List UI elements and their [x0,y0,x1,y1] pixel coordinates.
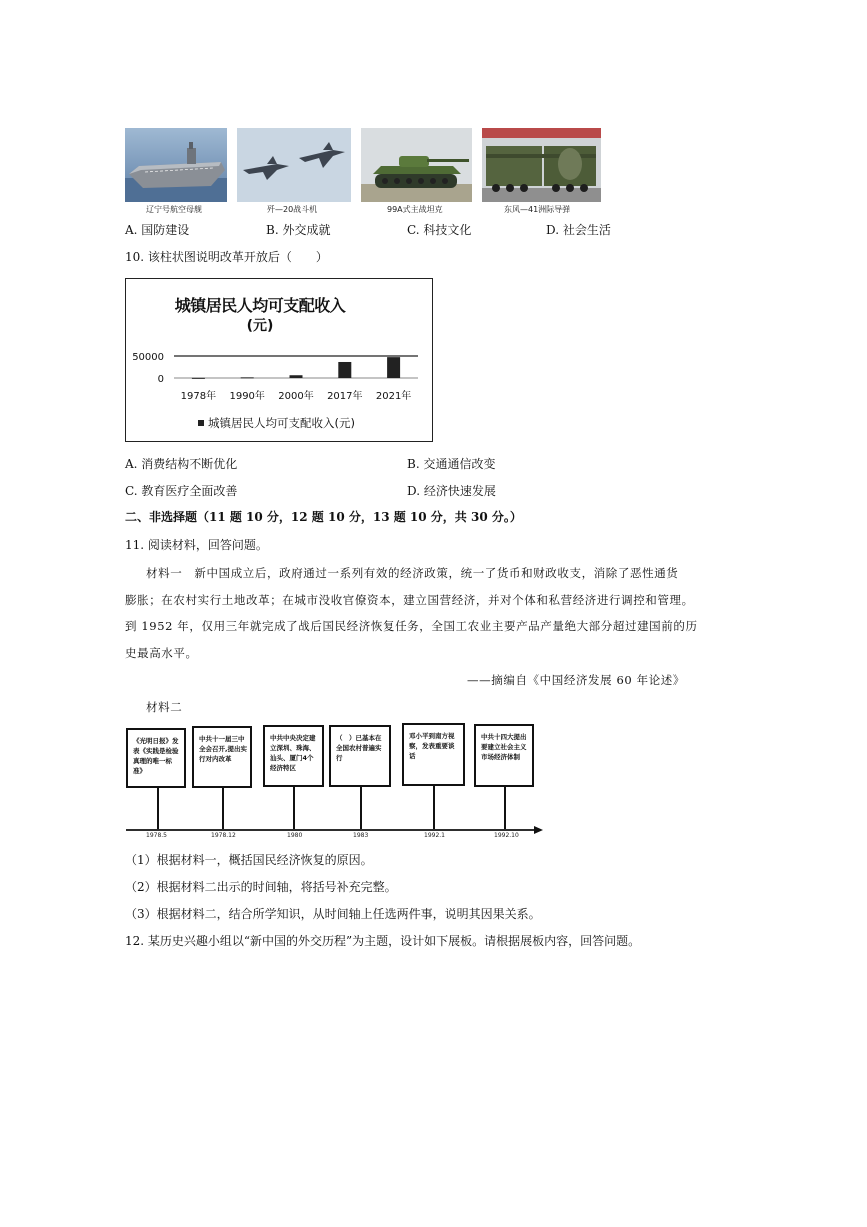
photo-caption: 辽宁号航空母舰 [146,205,202,214]
material2-label: 材料二 [146,700,183,714]
chart-title: 城镇居民人均可支配收入 [174,296,346,315]
timeline-connector [360,787,362,829]
y-tick-label: 50000 [132,352,164,363]
x-tick-label: 2021年 [375,391,412,402]
timeline-axis-arrow [126,825,546,835]
timeline-connector [222,788,224,829]
chart-bar [387,357,400,378]
q9-option-d[interactable]: D. 社会生活 [546,223,611,237]
material1-source: ——摘编自《中国经济发展 60 年论述》 [467,673,685,687]
photo-caption: 东风—41洲际导弹 [504,205,571,214]
missile-launcher-photo [482,128,601,202]
timeline-event-box: 中共中央决定建立深圳、珠海、汕头、厦门4个经济特区 [263,725,324,787]
material1-line: 到 1952 年，仅用三年就完成了战后国民经济恢复任务，全国工农业主要产品产量绝大部分超过建国前的历 [125,619,698,633]
section2-title: 二、非选择题（11 题 10 分，12 题 10 分，13 题 10 分，共 30 分。） [125,510,522,524]
timeline-event-box: 中共十一届三中全会召开,提出实行对内改革 [192,726,252,788]
q11-sub-question: （1）根据材料一，概括国民经济恢复的原因。 [125,853,373,867]
timeline-date: 1983 [353,832,369,839]
tank-icon [361,128,472,202]
aircraft-carrier-icon [125,128,227,202]
missile-launcher-icon [482,128,601,202]
fighter-jets-photo [237,128,351,202]
timeline-connector [157,788,159,829]
q10-option-c[interactable]: C. 教育医疗全面改善 [125,484,238,498]
q9-option-a[interactable]: A. 国防建设 [125,223,190,237]
q10-option-d[interactable]: D. 经济快速发展 [407,484,496,498]
timeline-event-box: 《光明日报》发表《实践是检验真理的唯一标准》 [126,728,186,788]
q9-option-b[interactable]: B. 外交成就 [266,223,331,237]
aircraft-carrier-photo [125,128,227,202]
timeline-date: 1980 [287,832,303,839]
timeline-event-box: 邓小平到南方视察，发表重要谈话 [402,723,465,786]
material1-line: 史最高水平。 [125,646,198,660]
x-tick-label: 2000年 [278,391,314,402]
chart-title-unit: (元) [246,318,274,334]
timeline-event-box: 中共十四大提出要建立社会主义市场经济体制 [474,724,534,787]
q10-option-a[interactable]: A. 消费结构不断优化 [125,457,238,471]
timeline-connector [504,787,506,829]
timeline-connector [293,787,295,829]
q11-stem: 11. 阅读材料，回答问题。 [125,538,268,552]
photo-caption: 歼—20战斗机 [267,205,318,214]
q11-sub-question: （2）根据材料二出示的时间轴，将括号补充完整。 [125,880,397,894]
chart-legend [198,415,355,431]
income-chart [125,278,433,442]
chart-bar [241,377,254,378]
timeline-date: 1992.1 [424,832,445,839]
chart-bar [290,375,303,378]
x-tick-label: 1978年 [180,391,217,402]
fighter-jets-icon [237,128,351,202]
legend-label: 城镇居民人均可支配收入(元) [208,416,355,430]
chart-plot [126,345,431,425]
legend-square-icon [198,420,204,426]
material1-line: 材料一 新中国成立后，政府通过一系列有效的经济政策，统一了货币和财政收支，消除了恶性通货 [146,566,679,580]
q12-stem: 12. 某历史兴趣小组以“新中国的外交历程”为主题，设计如下展板。请根据展板内容，回答问题。 [125,934,641,948]
material1-line: 膨胀；在农村实行土地改革；在城市没收官僚资本，建立国营经济，并对个体和私营经济进行调控和管理。 [125,593,694,607]
timeline-date: 1978.12 [211,832,236,839]
q11-sub-question: （3）根据材料二，结合所学知识，从时间轴上任选两件事，说明其因果关系。 [125,907,541,921]
chart-bar [338,362,351,378]
q10-option-b[interactable]: B. 交通通信改变 [407,457,496,471]
y-tick-label: 0 [157,374,164,385]
timeline-connector [433,786,435,829]
q9-option-c[interactable]: C. 科技文化 [407,223,472,237]
photo-caption: 99A式主战坦克 [387,205,443,214]
chart-bar [192,378,205,379]
x-tick-label: 1990年 [229,391,265,402]
tank-photo [361,128,472,202]
q10-stem: 10. 该柱状图说明改革开放后（ ） [125,250,328,264]
timeline-event-box: （ ）已基本在全国农村普遍实行 [329,725,391,787]
timeline-date: 1992.10 [494,832,519,839]
timeline-date: 1978.5 [146,832,167,839]
x-tick-label: 2017年 [327,391,363,402]
